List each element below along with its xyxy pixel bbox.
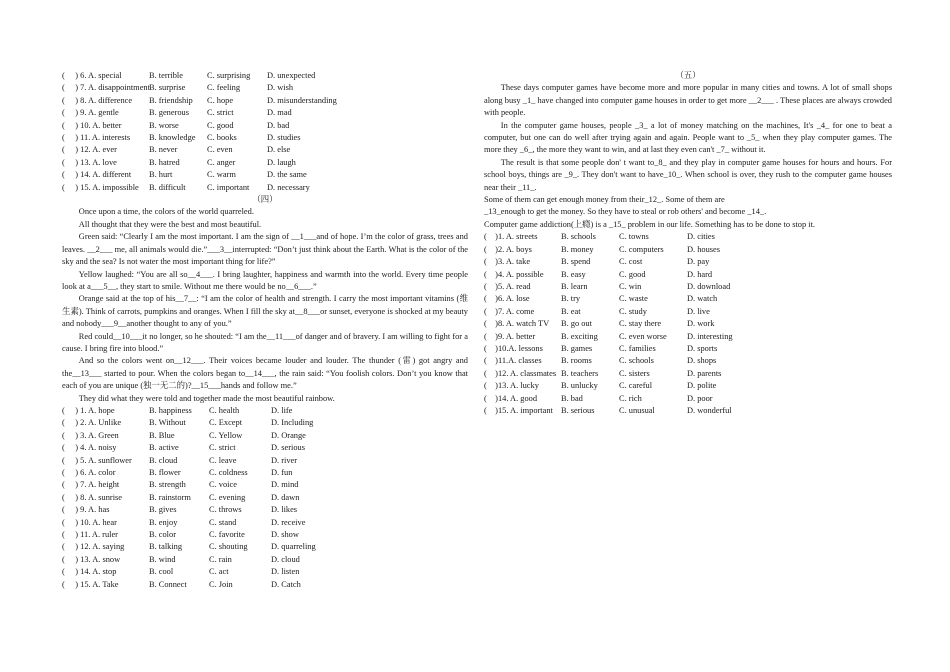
- question-stem: ( ) 13. A. snow: [62, 554, 121, 564]
- question-list-part3: [62, 70, 468, 194]
- answer-option: B. rainstorm: [149, 492, 191, 502]
- question-row: [62, 479, 468, 491]
- answer-option: B. active: [149, 443, 179, 453]
- answer-option: C. study: [619, 306, 647, 316]
- question-row: [62, 157, 468, 169]
- passage-paragraph: Red could__10___it no longer, so he shouted: “I am the__11___of danger and of bravery. I am willing to fight for a cause. I bring fire into blood.”: [62, 331, 468, 353]
- answer-option: C. coldness: [209, 468, 248, 477]
- answer-option: C. surprising: [207, 71, 251, 80]
- question-row: [62, 417, 468, 429]
- question-row: [62, 182, 468, 194]
- answer-option: D. cloud: [271, 554, 300, 564]
- answer-option: D. work: [687, 319, 715, 329]
- answer-option: C. schools: [619, 356, 654, 366]
- question-stem: ( ) 7. A. height: [62, 480, 120, 490]
- answer-option: D. parents: [687, 368, 722, 378]
- answer-option: D. cities: [687, 232, 715, 242]
- answer-option: B. happiness: [149, 405, 192, 415]
- question-stem: ( )2. A. boys: [484, 244, 532, 254]
- answer-option: B. eat: [561, 306, 581, 316]
- answer-option: D. unexpected: [267, 71, 316, 80]
- answer-option: C. books: [207, 133, 237, 143]
- answer-option: D. fun: [271, 468, 293, 477]
- question-row: [62, 492, 468, 504]
- question-stem: ( ) 14. A. stop: [62, 567, 117, 577]
- answer-option: B. cool: [149, 567, 174, 577]
- question-row: [484, 355, 892, 367]
- answer-option: D. Including: [271, 418, 314, 428]
- answer-option: D. pay: [687, 257, 710, 267]
- question-row: [62, 70, 468, 82]
- answer-option: C. leave: [209, 455, 237, 465]
- question-row: [484, 231, 892, 243]
- question-row: [62, 144, 468, 156]
- answer-option: D. quarreling: [271, 542, 316, 552]
- answer-option: D. sports: [687, 343, 718, 353]
- answer-option: B. money: [561, 244, 594, 254]
- question-stem: ( ) 2. A. Unlike: [62, 418, 122, 428]
- question-stem: ( ) 12. A. ever: [62, 145, 117, 155]
- question-row: [62, 107, 468, 119]
- answer-option: D. mind: [271, 480, 299, 490]
- passage-paragraph: Green said: “Clearly I am the most important. I am the sign of __1___and of hope. I’m the color of grass, trees and leaves. __2___ me, all animals would die.”___3__interrupted: “Don’t just think about the Earth. What is the color of the sky and the sea? Is not water the most important thing for life?”: [62, 232, 468, 267]
- answer-option: C. feeling: [207, 83, 241, 93]
- answer-option: B. flower: [149, 468, 181, 477]
- answer-option: D. show: [271, 530, 299, 540]
- answer-option: D. hard: [687, 269, 713, 279]
- answer-option: C. warm: [207, 170, 236, 180]
- question-row: [484, 256, 892, 268]
- question-row: [484, 380, 892, 392]
- question-row: [62, 455, 468, 467]
- passage-paragraph: The result is that some people don' t want to_8_ and they play in computer game houses for hours and hours. For school boys, things are _9_. They don't want to have_10_. When school is over, they rush to the computer game houses near their _11_.: [484, 157, 892, 192]
- answer-option: C. health: [209, 405, 240, 415]
- answer-option: C. towns: [619, 232, 649, 242]
- question-stem: ( ) 9. A. has: [62, 505, 110, 515]
- question-stem: ( ) 6. A. color: [62, 468, 116, 477]
- question-row: [62, 442, 468, 454]
- answer-option: B. difficult: [149, 182, 186, 192]
- answer-option: C. strict: [207, 108, 234, 118]
- answer-option: B. Without: [149, 418, 186, 428]
- answer-option: D. else: [267, 145, 291, 155]
- answer-option: B. generous: [149, 108, 190, 118]
- answer-option: C. good: [619, 269, 646, 279]
- question-row: [62, 95, 468, 107]
- answer-option: B. serious: [561, 405, 595, 415]
- section-title-4: （四）: [252, 195, 278, 205]
- left-column: [62, 70, 468, 591]
- question-stem: ( )8. A. watch TV: [484, 319, 550, 329]
- answer-option: B. rooms: [561, 356, 592, 366]
- question-stem: ( )9. A. better: [484, 331, 536, 341]
- passage-paragraph: Yellow laughed: “You are all so__4___. I bring laughter, happiness and warmth into the world. Every time people look at a___5__, they start to smile. Without me there would be no__6___.”: [62, 269, 468, 291]
- passage-line: _13_enough to get the money. So they have to steal or rob others' and become _14_.: [484, 207, 767, 217]
- question-row: [62, 467, 468, 479]
- question-stem: ( )1. A. streets: [484, 232, 538, 242]
- answer-option: D. laugh: [267, 157, 296, 167]
- answer-option: B. try: [561, 294, 581, 304]
- answer-option: C. families: [619, 343, 656, 353]
- question-stem: ( ) 15. A. impossible: [62, 182, 139, 192]
- answer-option: B. never: [149, 145, 178, 155]
- answer-option: C. hope: [207, 95, 234, 105]
- question-stem: ( ) 7. A. disappointment: [62, 83, 150, 93]
- answer-option: C. Yellow: [209, 430, 243, 440]
- question-row: [484, 306, 892, 318]
- answer-option: B. wind: [149, 554, 176, 564]
- question-stem: ( )4. A. possible: [484, 269, 544, 279]
- question-row: [62, 82, 468, 94]
- answer-option: D. wonderful: [687, 405, 732, 415]
- answer-option: B. friendship: [149, 95, 193, 105]
- answer-option: D. Catch: [271, 579, 301, 589]
- question-stem: ( ) 15. A. Take: [62, 579, 119, 589]
- answer-option: B. gives: [149, 505, 177, 515]
- passage-line: Some of them can get enough money from their_12_. Some of them are: [484, 195, 725, 205]
- answer-option: D. shops: [687, 356, 717, 366]
- question-row: [62, 120, 468, 132]
- passage-paragraph: In the computer game houses, people _3_ a lot of money matching on the machines, It's _4_ for one to beat a computer, but one can do well after trying again and again. People want to _5_ when they play computer games. The more they _6_, the more they want to win, and at last they even can't _7_ without it.: [484, 120, 892, 155]
- question-row: [62, 405, 468, 417]
- question-stem: ( ) 10. A. better: [62, 120, 122, 130]
- question-row: [62, 529, 468, 541]
- question-stem: ( ) 5. A. sunflower: [62, 455, 132, 465]
- question-stem: ( ) 10. A. hear: [62, 517, 117, 527]
- answer-option: B. Blue: [149, 430, 175, 440]
- answer-option: C. rain: [209, 554, 232, 564]
- answer-option: D. listen: [271, 567, 300, 577]
- answer-option: D. receive: [271, 517, 306, 527]
- question-stem: ( ) 8. A. difference: [62, 95, 133, 105]
- answer-option: C. even worse: [619, 331, 667, 341]
- answer-option: C. strict: [209, 443, 236, 453]
- answer-option: D. likes: [271, 505, 298, 515]
- answer-option: B. enjoy: [149, 517, 178, 527]
- question-stem: ( ) 11. A. ruler: [62, 530, 118, 540]
- answer-option: B. knowledge: [149, 133, 196, 143]
- answer-option: D. watch: [687, 294, 718, 304]
- passage-paragraph: And so the colors went on__12___. Their voices became louder and louder. The thunder (雷) got angry and the__13___ started to pour. When the colors began to__14___, the rain said: “You foolish colors. Don’t you know that each of you are unique (独一无二的)?__15___hands and follow me.”: [62, 356, 468, 391]
- question-row: [62, 579, 468, 591]
- question-stem: ( )7. A. come: [484, 306, 535, 316]
- answer-option: D. poor: [687, 393, 713, 403]
- answer-option: D. houses: [687, 244, 721, 254]
- answer-option: C. unusual: [619, 405, 655, 415]
- question-stem: ( )3. A. take: [484, 257, 531, 267]
- question-row: [62, 566, 468, 578]
- answer-option: C. even: [207, 145, 233, 155]
- answer-option: B. games: [561, 343, 593, 353]
- answer-option: D. misunderstanding: [267, 95, 337, 105]
- answer-option: B. go out: [561, 319, 592, 329]
- answer-option: D. polite: [687, 381, 717, 391]
- question-stem: ( )12. A. classmates: [484, 368, 557, 378]
- question-row: [62, 430, 468, 442]
- question-row: [62, 541, 468, 553]
- question-row: [484, 293, 892, 305]
- answer-option: B. talking: [149, 542, 183, 552]
- passage-colors: [62, 206, 468, 405]
- answer-option: C. win: [619, 281, 642, 291]
- question-stem: ( ) 8. A. sunrise: [62, 492, 123, 502]
- answer-option: B. surprise: [149, 83, 186, 93]
- question-row: [484, 405, 892, 417]
- answer-option: D. download: [687, 281, 731, 291]
- answer-option: C. sisters: [619, 368, 650, 378]
- answer-option: B. worse: [149, 120, 179, 130]
- answer-option: D. life: [271, 405, 293, 415]
- question-row: [62, 504, 468, 516]
- section-title-5: （五）: [675, 71, 701, 80]
- answer-option: C. stand: [209, 517, 237, 527]
- question-row: [484, 281, 892, 293]
- answer-option: D. river: [271, 455, 298, 465]
- answer-option: C. good: [207, 120, 234, 130]
- answer-option: C. stay there: [619, 319, 662, 329]
- passage-paragraph: Once upon a time, the colors of the world quarreled.: [78, 207, 254, 217]
- answer-option: C. act: [209, 567, 229, 577]
- question-list-part4: [62, 405, 468, 591]
- answer-option: D. mad: [267, 108, 292, 118]
- answer-option: B. hatred: [149, 157, 180, 167]
- answer-option: C. evening: [209, 492, 246, 502]
- answer-option: C. rich: [619, 393, 642, 403]
- answer-option: D. bad: [267, 120, 290, 130]
- question-stem: ( ) 11. A. interests: [62, 133, 131, 143]
- question-stem: ( )11.A. classes: [484, 356, 542, 366]
- answer-option: B. color: [149, 530, 176, 540]
- question-stem: ( )10.A. lessons: [484, 343, 543, 353]
- answer-option: D. Orange: [271, 430, 306, 440]
- answer-option: B. cloud: [149, 455, 178, 465]
- question-row: [484, 269, 892, 281]
- answer-option: D. dawn: [271, 492, 300, 502]
- answer-option: B. exciting: [561, 331, 598, 341]
- answer-option: D. studies: [267, 133, 301, 143]
- question-stem: ( ) 1. A. hope: [62, 405, 115, 415]
- answer-option: B. terrible: [149, 71, 183, 80]
- question-stem: ( )6. A. lose: [484, 294, 530, 304]
- right-column: [484, 70, 892, 417]
- question-row: [484, 393, 892, 405]
- answer-option: C. computers: [619, 244, 664, 254]
- question-stem: ( ) 13. A. love: [62, 157, 117, 167]
- passage-paragraph: They did what they were told and together made the most beautiful rainbow.: [78, 393, 335, 403]
- question-stem: ( ) 14. A. different: [62, 170, 132, 180]
- question-stem: ( )15. A. important: [484, 405, 553, 415]
- answer-option: C. voice: [209, 480, 237, 490]
- question-stem: ( )14. A. good: [484, 393, 538, 403]
- answer-option: B. hurt: [149, 170, 173, 180]
- question-row: [484, 318, 892, 330]
- answer-option: C. waste: [619, 294, 648, 304]
- answer-option: B. teachers: [561, 368, 599, 378]
- question-stem: ( )13. A. lucky: [484, 381, 539, 391]
- answer-option: B. unlucky: [561, 381, 598, 391]
- question-stem: ( ) 4. A. noisy: [62, 443, 117, 453]
- answer-option: C. shouting: [209, 542, 248, 552]
- question-stem: ( ) 9. A. gentle: [62, 108, 119, 118]
- passage-paragraph: These days computer games have become more and more popular in many cities and towns. A lot of small shops along busy _1_ have changed into computer game houses in order to get more __2___ . These places are always crowded with people.: [484, 83, 892, 118]
- answer-option: B. spend: [561, 257, 591, 267]
- answer-option: D. serious: [271, 443, 305, 453]
- passage-computer-games: [484, 82, 892, 194]
- answer-option: D. live: [687, 306, 710, 316]
- answer-option: D. the same: [267, 170, 307, 180]
- answer-option: C. Join: [209, 579, 233, 589]
- answer-option: B. easy: [561, 269, 586, 279]
- answer-option: D. interesting: [687, 331, 733, 341]
- question-row: [484, 331, 892, 343]
- answer-option: B. schools: [561, 232, 596, 242]
- answer-option: C. Except: [209, 418, 243, 428]
- answer-option: B. bad: [561, 393, 583, 403]
- passage-paragraph: Orange said at the top of his__7__: “I am the color of health and strength. I carry the most important vitamins (维生素). Think of carrots, pumpkins and oranges. When I fill the sky at__8___or sunset, everyone is shocked at my beauty and nobody___9__another thought to any of you.”: [62, 294, 468, 329]
- question-stem: ( ) 12. A. saying: [62, 542, 125, 552]
- question-row: [62, 517, 468, 529]
- answer-option: C. important: [207, 182, 250, 192]
- question-stem: ( ) 6. A. special: [62, 71, 122, 80]
- answer-option: B. strength: [149, 480, 186, 490]
- answer-option: C. careful: [619, 381, 653, 391]
- question-stem: ( ) 3. A. Green: [62, 430, 119, 440]
- answer-option: C. favorite: [209, 530, 245, 540]
- question-row: [484, 368, 892, 380]
- answer-option: C. cost: [619, 257, 643, 267]
- question-stem: ( )5. A. read: [484, 281, 531, 291]
- answer-option: C. throws: [209, 505, 242, 515]
- answer-option: D. wish: [267, 83, 294, 93]
- answer-option: C. anger: [207, 157, 236, 167]
- answer-option: D. necessary: [267, 182, 310, 192]
- question-row: [484, 244, 892, 256]
- question-row: [62, 132, 468, 144]
- passage-paragraph: All thought that they were the best and most beautiful.: [78, 219, 262, 229]
- question-list-part5: [484, 231, 892, 417]
- question-row: [62, 554, 468, 566]
- question-row: [62, 169, 468, 181]
- answer-option: B. learn: [561, 281, 588, 291]
- answer-option: B. Connect: [149, 579, 187, 589]
- question-row: [484, 343, 892, 355]
- passage-line: Computer game addiction(上瘾) is a _15_ problem in our life. Something has to be done to stop it.: [484, 219, 815, 229]
